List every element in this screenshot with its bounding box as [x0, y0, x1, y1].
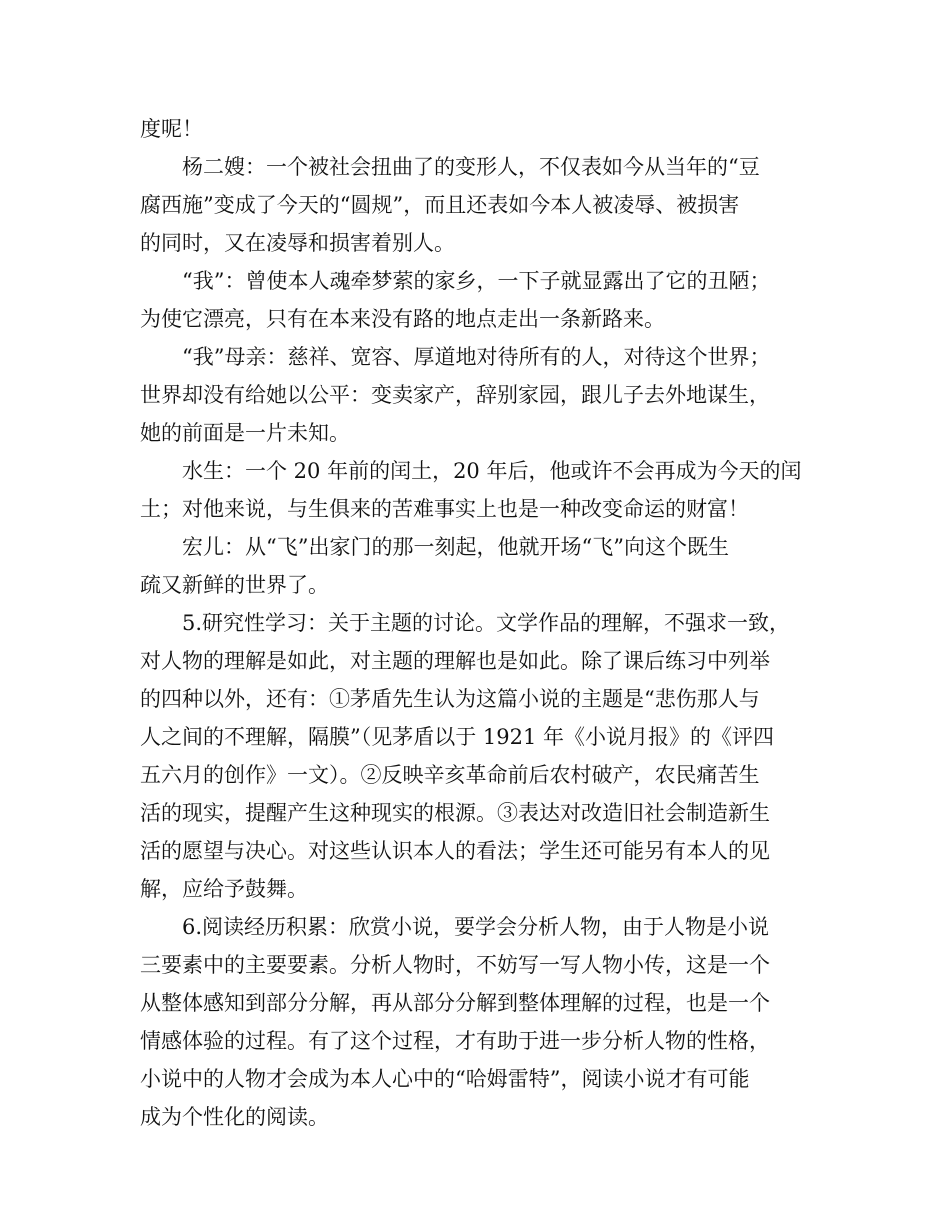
text-line: 成为个性化的阅读。 — [140, 1105, 329, 1129]
text-line: 土；对他来说，与生俱来的苦难事实上也是一种改变命运的财富！ — [140, 497, 749, 521]
paragraph — [140, 262, 820, 338]
paragraph — [140, 148, 820, 262]
text-line: 5.研究性学习：关于主题的讨论。文学作品的理解，不强求一致， — [182, 611, 791, 635]
text-line: “我”：曾使本人魂牵梦萦的家乡，一下子就显露出了它的丑陋； — [182, 269, 771, 293]
text-line: 小说中的人物才会成为本人心中的“哈姆雷特”，阅读小说才有可能 — [140, 1067, 750, 1091]
paragraph — [140, 452, 820, 528]
document-page — [140, 110, 820, 1136]
text-line: 世界却没有给她以公平：变卖家产，辞别家园，跟儿子去外地谋生， — [140, 383, 770, 407]
text-line: 三要素中的主要要素。分析人物时，不妨写一写人物小传，这是一个 — [140, 953, 770, 977]
paragraph — [140, 604, 820, 908]
text-line: 对人物的理解是如此，对主题的理解也是如此。除了课后练习中列举 — [140, 649, 770, 673]
text-line: 水生：一个 20 年前的闰土，20 年后，他或许不会再成为今天的闰 — [182, 459, 802, 483]
text-line: 五六月的创作》一文）。②反映辛亥革命前后农村破产，农民痛苦生 — [140, 763, 760, 787]
text-line: “我”母亲：慈祥、宽容、厚道地对待所有的人，对待这个世界； — [182, 345, 771, 369]
text-line: 的同时，又在凌辱和损害着别人。 — [140, 231, 455, 255]
text-line: 腐西施”变成了今天的“圆规”，而且还表如今本人被凌辱、被损害 — [140, 193, 740, 217]
text-line: 疏又新鲜的世界了。 — [140, 573, 329, 597]
paragraph — [140, 908, 820, 1136]
text-line: 度呢！ — [140, 117, 203, 141]
text-line: 情感体验的过程。有了这个过程，才有助于进一步分析人物的性格， — [140, 1029, 770, 1053]
text-line: 活的愿望与决心。对这些认识本人的看法；学生还可能另有本人的见 — [140, 839, 770, 863]
text-line: 的四种以外，还有：①茅盾先生认为这篇小说的主题是“悲伤那人与 — [140, 687, 760, 711]
text-line: 从整体感知到部分分解，再从部分分解到整体理解的过程，也是一个 — [140, 991, 770, 1015]
text-line: 人之间的不理解，隔膜”（见茅盾以于 1921 年《小说月报》的《评四 — [140, 725, 775, 749]
text-line: 活的现实，提醒产生这种现实的根源。③表达对改造旧社会制造新生 — [140, 801, 770, 825]
text-line: 为使它漂亮，只有在本来没有路的地点走出一条新路来。 — [140, 307, 665, 331]
text-line: 6.阅读经历积累：欣赏小说，要学会分析人物，由于人物是小说 — [182, 915, 770, 939]
paragraph — [140, 338, 820, 452]
text-line: 她的前面是一片未知。 — [140, 421, 350, 445]
paragraph — [140, 528, 820, 604]
text-line: 宏儿：从“飞”出家门的那一刻起，他就开场“飞”向这个既生 — [182, 535, 729, 559]
text-line: 解，应给予鼓舞。 — [140, 877, 308, 901]
paragraph — [140, 110, 820, 148]
text-line: 杨二嫂：一个被社会扭曲了的变形人，不仅表如今从当年的“豆 — [182, 155, 760, 179]
